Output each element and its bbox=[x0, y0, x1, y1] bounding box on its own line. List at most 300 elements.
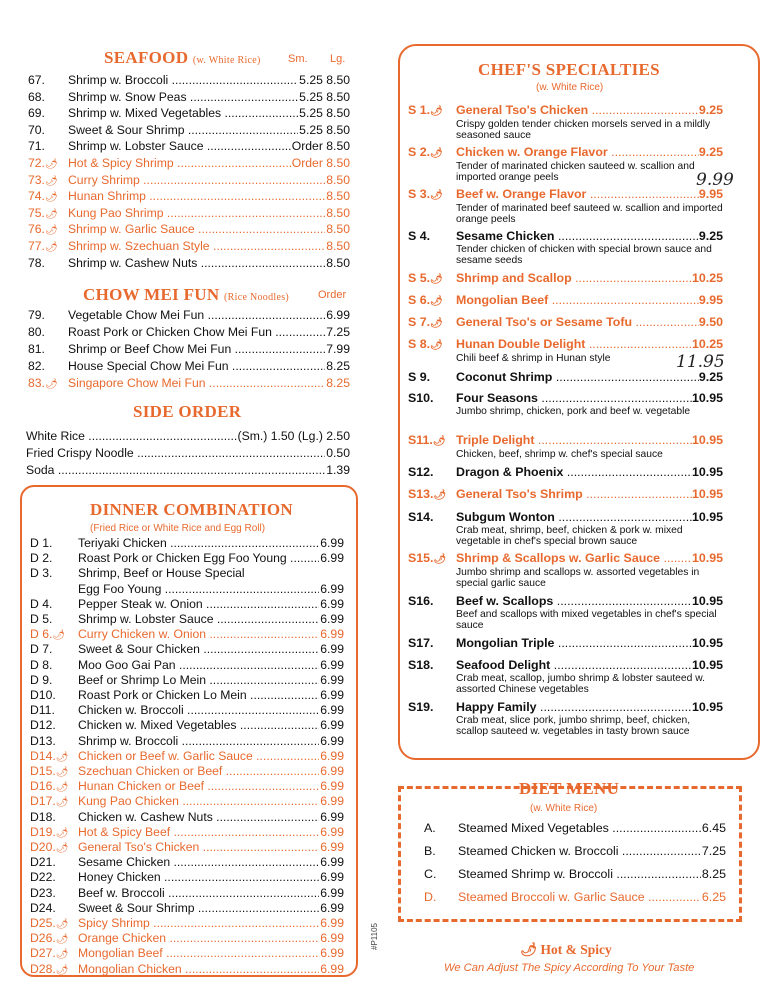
chef-item-line bbox=[408, 103, 723, 119]
chow-mei-fun-item-row bbox=[28, 342, 350, 356]
dinner-item-row bbox=[30, 794, 344, 810]
chef-item bbox=[408, 594, 723, 631]
chef-item-name: Beef w. Scallops ..... bbox=[456, 594, 692, 609]
dinner-item-price: 6.99 bbox=[320, 809, 344, 824]
chef-item bbox=[408, 370, 723, 385]
chef-item-description: Crab meat, slice pork, jumbo shrimp, beef, chicken, scallop sauteed w. vegetables in tasty brown sauce bbox=[456, 715, 691, 737]
print-code: #P1105 bbox=[370, 923, 379, 950]
dinner-item-price: 6.99 bbox=[320, 900, 344, 915]
chef-item-name: Mongolian Beef ..... bbox=[456, 293, 699, 309]
seafood-item-row bbox=[28, 256, 350, 270]
dinner-item-name: Chicken or Beef w. Garlic Sauce ..... bbox=[78, 749, 319, 765]
dinner-item-row bbox=[30, 962, 344, 978]
dinner-item-name: Kung Pao Chicken ..... bbox=[78, 794, 319, 810]
dinner-item-number: D26.🌶︎ bbox=[30, 931, 69, 946]
dinner-item-row bbox=[30, 779, 344, 795]
seafood-item-price: 8.50 bbox=[326, 172, 350, 187]
chef-item-price: 9.25 bbox=[698, 103, 723, 117]
dinner-item-row bbox=[30, 931, 344, 947]
side-order-title: SIDE ORDER bbox=[133, 402, 242, 421]
chef-item-number: S 2.🌶︎ bbox=[408, 145, 443, 159]
chef-item-price: 10.95 bbox=[691, 700, 723, 714]
dinner-item-row bbox=[30, 627, 344, 643]
pepper-icon: 🌶︎ bbox=[55, 843, 69, 854]
chef-item-name: Shrimp and Scallop ..... bbox=[456, 271, 692, 287]
dinner-item-price: 6.99 bbox=[320, 596, 344, 611]
dinner-item-number: D 7. bbox=[30, 642, 53, 657]
dinner-item-price: 6.99 bbox=[320, 688, 344, 702]
diet-item-price: 7.25 bbox=[701, 844, 726, 858]
seafood-item-row bbox=[28, 189, 350, 205]
seafood-item-price: Order 8.50 bbox=[291, 139, 350, 154]
seafood-item-row bbox=[28, 123, 350, 137]
chef-item-number: S11.🌶︎ bbox=[408, 433, 446, 447]
chef-item-number: S 6.🌶︎ bbox=[408, 293, 443, 307]
chef-item-price: 10.95 bbox=[691, 551, 723, 565]
dinner-item-number: D10. bbox=[30, 688, 56, 702]
dinner-item-name: Honey Chicken ..... bbox=[78, 870, 319, 884]
diet-item-number: C. bbox=[424, 867, 437, 881]
seafood-item-row bbox=[28, 139, 350, 153]
dinner-item-price: 6.99 bbox=[320, 916, 344, 930]
dinner-item-name: Curry Chicken w. Onion ..... bbox=[78, 627, 319, 643]
dinner-item-name: Moo Goo Gai Pan ..... bbox=[78, 658, 319, 672]
seafood-item-name: Shrimp w. Mixed Vegetables ..... bbox=[68, 106, 298, 120]
chef-item-description: Crispy golden tender chicken morsels served in a mildly seasoned sauce bbox=[456, 119, 711, 141]
dinner-item-row bbox=[30, 870, 344, 884]
dinner-item-price: 6.99 bbox=[320, 551, 344, 566]
seafood-item-price: 8.50 bbox=[326, 239, 350, 253]
chef-item-price: 10.95 bbox=[691, 594, 723, 608]
seafood-item-name: Hot & Spicy Shrimp ..... bbox=[68, 156, 291, 172]
dinner-item-row bbox=[30, 658, 344, 672]
dinner-item-name: Teriyaki Chicken ..... bbox=[78, 536, 319, 550]
dinner-item-price: 6.99 bbox=[320, 703, 344, 718]
dinner-item-price: 6.99 bbox=[320, 946, 344, 961]
dinner-combination-subtitle: (Fried Rice or White Rice and Egg Roll) bbox=[90, 523, 266, 534]
chef-item-name: Happy Family ..... bbox=[456, 700, 692, 715]
dinner-item-number: D19.🌶︎ bbox=[30, 824, 69, 839]
dinner-item-number: D20.🌶︎ bbox=[30, 840, 69, 854]
diet-item-row bbox=[424, 844, 726, 858]
dinner-item-row bbox=[30, 886, 344, 900]
chow-mei-fun-item-price: 8.25 bbox=[326, 376, 350, 390]
seafood-item-row bbox=[28, 106, 350, 120]
dinner-item-number: D 5. bbox=[30, 612, 53, 626]
seafood-item-name: Shrimp w. Lobster Sauce ..... bbox=[68, 139, 291, 153]
chef-item-name: Four Seasons ..... bbox=[456, 391, 692, 406]
dinner-item-row bbox=[30, 612, 344, 626]
chef-item-line bbox=[408, 187, 723, 203]
side-order-name: White Rice ..... bbox=[26, 429, 237, 443]
chef-item-line bbox=[408, 700, 723, 715]
seafood-item-name: Hunan Shrimp ..... bbox=[68, 189, 325, 205]
dinner-item-row bbox=[30, 946, 344, 962]
seafood-item-row bbox=[28, 173, 350, 189]
diet-item-name: Steamed Broccoli w. Garlic Sauce ..... bbox=[458, 890, 701, 904]
chow-mei-fun-item-row bbox=[28, 308, 350, 322]
seafood-col-lg: Lg. bbox=[330, 53, 346, 65]
seafood-item-number: 74.🌶︎ bbox=[28, 189, 58, 204]
chow-mei-fun-item-number: 79. bbox=[28, 308, 45, 322]
seafood-item-name: Shrimp w. Broccoli ..... bbox=[68, 73, 298, 87]
chef-item-price: 10.95 bbox=[691, 391, 723, 405]
pepper-icon: 🌶︎ bbox=[44, 175, 58, 187]
chef-item bbox=[408, 636, 723, 651]
seafood-item-number: 75.🌶︎ bbox=[28, 205, 58, 220]
dinner-item-row bbox=[30, 642, 344, 656]
chef-item-number: S 4. bbox=[408, 229, 431, 243]
chow-mei-fun-item-price: 7.99 bbox=[326, 342, 350, 356]
pepper-icon: 🌶︎ bbox=[55, 949, 69, 961]
seafood-item-number: 67. bbox=[28, 73, 45, 87]
chef-item-description: Tender chicken of chicken with special brown sauce and sesame seeds bbox=[456, 244, 712, 266]
chef-item-number: S 9. bbox=[408, 370, 431, 384]
chef-item-line bbox=[408, 433, 723, 449]
dinner-item-row bbox=[30, 855, 344, 869]
chef-item-description: Chili beef & shrimp in Hunan style bbox=[456, 353, 611, 364]
dinner-item-name: Sesame Chicken ..... bbox=[78, 855, 319, 869]
pepper-icon: 🌶︎ bbox=[44, 242, 58, 253]
pepper-icon: 🌶︎ bbox=[52, 630, 66, 642]
seafood-col-sm: Sm. bbox=[288, 53, 308, 65]
chef-item bbox=[408, 229, 723, 266]
dinner-item-row bbox=[30, 673, 344, 687]
side-order-price: 1.39 bbox=[326, 463, 350, 477]
side-order-row bbox=[26, 429, 350, 443]
seafood-item-number: 68. bbox=[28, 89, 45, 104]
chef-item bbox=[408, 433, 723, 460]
seafood-item-price: 8.50 bbox=[326, 205, 350, 220]
dinner-item-name: Sweet & Sour Shrimp ..... bbox=[78, 901, 319, 915]
chef-item-description: Jumbo shrimp, chicken, pork and beef w. vegetable bbox=[456, 406, 691, 417]
chef-item bbox=[408, 658, 723, 695]
chef-item-line bbox=[408, 337, 723, 353]
chef-item-name: Seafood Delight ..... bbox=[456, 658, 692, 673]
pepper-icon: 🌶︎ bbox=[55, 767, 69, 778]
dinner-item-name: Mongolian Beef ..... bbox=[78, 946, 319, 962]
diet-item-number: B. bbox=[424, 844, 436, 858]
seafood-item-name: Curry Shrimp ..... bbox=[68, 173, 325, 189]
dinner-item-price: 6.99 bbox=[320, 642, 344, 657]
dinner-item-price: 6.99 bbox=[320, 885, 344, 900]
dinner-item-price: 6.99 bbox=[320, 733, 344, 748]
chef-item-number: S 1.🌶︎ bbox=[408, 103, 443, 117]
chef-item-price: 9.95 bbox=[698, 293, 723, 307]
chef-item-price: 9.50 bbox=[698, 315, 723, 329]
chef-item-line bbox=[408, 229, 723, 244]
chef-item-description: Chicken, beef, shrimp w. chef's special sauce bbox=[456, 449, 663, 460]
dinner-item-price: 6.99 bbox=[320, 748, 344, 763]
pepper-icon: 🌶︎ bbox=[430, 274, 443, 285]
dinner-item-number: D13. bbox=[30, 733, 56, 748]
side-order-price: 0.50 bbox=[326, 446, 350, 460]
chow-mei-fun-item-row bbox=[28, 359, 350, 373]
dinner-item-row bbox=[30, 718, 344, 732]
diet-item-row bbox=[424, 821, 726, 835]
dinner-item-row bbox=[30, 749, 344, 765]
seafood-item-name: Shrimp w. Snow Peas ..... bbox=[68, 90, 298, 104]
dinner-combination-title: DINNER COMBINATION bbox=[90, 500, 293, 519]
dinner-item-number: D28.🌶︎ bbox=[30, 961, 69, 976]
chef-item bbox=[408, 145, 723, 183]
dinner-item-name: Mongolian Chicken ..... bbox=[78, 962, 319, 978]
chef-item bbox=[408, 700, 723, 737]
pepper-icon: 🌶︎ bbox=[433, 490, 447, 501]
chef-item-description: Tender of marinated chicken sauteed w. scallion and imported orange peels bbox=[456, 161, 695, 183]
pepper-icon: 🌶︎ bbox=[430, 340, 443, 351]
chef-item-name: Dragon & Phoenix ..... bbox=[456, 465, 692, 480]
chef-item-line bbox=[408, 293, 723, 309]
dinner-item-number: D14.🌶︎ bbox=[30, 748, 69, 763]
chef-item-line bbox=[408, 636, 723, 651]
chow-mei-fun-item-name: Vegetable Chow Mei Fun ..... bbox=[68, 308, 325, 322]
dinner-item-price: 6.99 bbox=[320, 779, 344, 794]
dinner-item-price: 6.99 bbox=[320, 657, 344, 672]
dinner-item-price bbox=[343, 566, 344, 580]
seafood-item-price: 8.50 bbox=[326, 255, 350, 270]
chef-item-line bbox=[408, 551, 723, 567]
dinner-item-number: D21. bbox=[30, 855, 56, 870]
chow-mei-fun-item-row bbox=[28, 376, 350, 392]
chef-item-number: S13.🌶︎ bbox=[408, 487, 447, 501]
chef-item-number: S12. bbox=[408, 465, 434, 479]
chef-item-number: S16. bbox=[408, 594, 434, 608]
pepper-icon: 🌶︎ bbox=[55, 964, 69, 976]
pepper-icon: 🌶︎ bbox=[44, 159, 58, 170]
chef-item-description: Jumbo shrimp and scallops w. assorted vegetables in special garlic sauce bbox=[456, 567, 700, 589]
pepper-icon: 🌶︎ bbox=[44, 192, 58, 204]
pepper-icon: 🌶︎ bbox=[430, 106, 443, 117]
chef-item-number: S15.🌶︎ bbox=[408, 551, 447, 565]
chef-item-name: Beef w. Orange Flavor ..... bbox=[456, 187, 699, 203]
chef-item-price: 10.95 bbox=[691, 487, 723, 501]
chow-mei-fun-title: CHOW MEI FUN (Rice Noodles) bbox=[83, 285, 290, 304]
dinner-item-price: 6.99 bbox=[320, 672, 344, 687]
chow-mei-fun-item-name: Roast Pork or Chicken Chow Mei Fun ..... bbox=[68, 325, 325, 339]
chef-item-number: S 5.🌶︎ bbox=[408, 271, 443, 285]
chefs-specialties-title: CHEF'S SPECIALTIES bbox=[478, 60, 660, 79]
seafood-item-row bbox=[28, 156, 350, 172]
chef-item-line bbox=[408, 391, 723, 406]
diet-item-name: Steamed Chicken w. Broccoli ..... bbox=[458, 844, 701, 858]
chow-mei-fun-item-name: Shrimp or Beef Chow Mei Fun ..... bbox=[68, 342, 325, 356]
dinner-item-price: 6.99 bbox=[320, 718, 344, 733]
seafood-item-price: 5.25 8.50 bbox=[299, 122, 350, 137]
dinner-item-row bbox=[30, 901, 344, 915]
dinner-item-row bbox=[30, 810, 344, 824]
seafood-item-price: 5.25 8.50 bbox=[299, 73, 350, 87]
chef-item bbox=[408, 487, 723, 503]
side-order-price: (Sm.) 1.50 (Lg.) 2.50 bbox=[237, 429, 350, 443]
chef-item-name: General Tso's Shrimp ..... bbox=[456, 487, 692, 503]
dinner-item-number: D16.🌶︎ bbox=[30, 779, 69, 794]
dinner-item-name: Roast Pork or Chicken Lo Mein ..... bbox=[78, 688, 319, 702]
diet-item-number: A. bbox=[424, 821, 436, 835]
seafood-item-row bbox=[28, 73, 350, 87]
dinner-item-name: Sweet & Sour Chicken ..... bbox=[78, 642, 319, 656]
diet-item-number: D. bbox=[424, 890, 437, 904]
dinner-item-number: D 8. bbox=[30, 657, 53, 672]
seafood-item-number: 77.🌶︎ bbox=[28, 239, 58, 253]
pepper-icon: 🌶︎ bbox=[55, 782, 69, 794]
dinner-item-row bbox=[30, 764, 344, 780]
pepper-icon: 🌶︎ bbox=[55, 919, 69, 930]
diet-item-name: Steamed Shrimp w. Broccoli ..... bbox=[458, 867, 701, 881]
dinner-item-row bbox=[30, 597, 344, 611]
seafood-item-price: 5.25 8.50 bbox=[299, 89, 350, 104]
chef-item-price: 10.95 bbox=[691, 465, 723, 479]
dinner-item-row bbox=[30, 688, 344, 702]
diet-item-name: Steamed Mixed Vegetables ..... bbox=[458, 821, 701, 835]
chow-mei-fun-item-name: House Special Chow Mei Fun ..... bbox=[68, 359, 325, 373]
dinner-item-number bbox=[30, 582, 78, 596]
dinner-item-row bbox=[30, 566, 344, 580]
side-order-row bbox=[26, 446, 350, 460]
chow-mei-fun-item-number: 80. bbox=[28, 325, 45, 339]
chef-item-description: Beef and scallops with mixed vegetables in chef's special sauce bbox=[456, 609, 717, 631]
chef-item-number: S 8.🌶︎ bbox=[408, 337, 443, 351]
pepper-icon: 🌶︎ bbox=[520, 942, 538, 957]
chef-item-line bbox=[408, 315, 723, 331]
dinner-item-name: Shrimp, Beef or House Special bbox=[78, 566, 245, 581]
chow-mei-fun-item-number: 81. bbox=[28, 342, 45, 356]
pepper-icon: 🌶︎ bbox=[55, 934, 69, 946]
pepper-icon: 🌶︎ bbox=[44, 225, 58, 237]
pepper-icon: 🌶︎ bbox=[55, 751, 69, 763]
seafood-item-price: Order 8.50 bbox=[291, 156, 350, 170]
dinner-item-row bbox=[30, 551, 344, 565]
chef-item-line bbox=[408, 594, 723, 609]
pepper-icon: 🌶︎ bbox=[430, 318, 443, 329]
pepper-icon: 🌶︎ bbox=[430, 148, 443, 159]
chef-item-price: 9.95 bbox=[698, 187, 723, 201]
chef-item bbox=[408, 271, 723, 287]
seafood-item-price: 8.50 bbox=[326, 222, 350, 237]
handwritten-price-s9: 11.95 bbox=[676, 352, 725, 372]
handwritten-price-s3: 9.99 bbox=[696, 170, 734, 190]
chef-item-line bbox=[408, 487, 723, 503]
dinner-item-name: Orange Chicken ..... bbox=[78, 931, 319, 947]
chef-item-price: 10.95 bbox=[691, 510, 723, 524]
chef-item-name: Sesame Chicken ..... bbox=[456, 229, 699, 244]
dinner-item-number: D12. bbox=[30, 718, 56, 733]
dinner-item-row bbox=[30, 703, 344, 717]
chef-item-price: 10.25 bbox=[691, 271, 723, 285]
chef-item-number: S10. bbox=[408, 391, 434, 405]
seafood-item-name: Shrimp w. Cashew Nuts ..... bbox=[68, 256, 325, 270]
dinner-item-price: 6.99 bbox=[320, 931, 344, 946]
chef-item-line bbox=[408, 145, 723, 161]
chef-item-line bbox=[408, 370, 723, 385]
seafood-item-row bbox=[28, 90, 350, 104]
dinner-item-number: D18. bbox=[30, 809, 56, 824]
dinner-item-price: 6.99 bbox=[320, 612, 344, 626]
chef-item bbox=[408, 103, 723, 141]
dinner-item-name: Spicy Shrimp ..... bbox=[78, 916, 319, 932]
chow-mei-fun-item-name: Singapore Chow Mei Fun ..... bbox=[68, 376, 325, 392]
dinner-item-number: D 1. bbox=[30, 536, 53, 550]
chef-item-price: 10.95 bbox=[691, 658, 723, 672]
seafood-item-number: 72.🌶︎ bbox=[28, 156, 58, 170]
dinner-item-name: Chicken w. Cashew Nuts ..... bbox=[78, 810, 319, 824]
seafood-item-number: 71. bbox=[28, 139, 45, 154]
pepper-icon: 🌶︎ bbox=[55, 797, 69, 809]
dinner-item-row bbox=[30, 916, 344, 932]
chef-item-price: 10.25 bbox=[691, 337, 723, 351]
chef-item-name: Triple Delight ..... bbox=[456, 433, 692, 449]
chef-item bbox=[408, 293, 723, 309]
chef-item-name: Mongolian Triple ..... bbox=[456, 636, 692, 651]
dinner-item-row bbox=[30, 825, 344, 841]
dinner-item-number: D 6.🌶︎ bbox=[30, 627, 66, 642]
diet-item-row bbox=[424, 890, 726, 904]
diet-menu-title: DIET MENU bbox=[519, 779, 620, 798]
chef-item-name: Shrimp & Scallops w. Garlic Sauce ..... bbox=[456, 551, 692, 567]
chow-mei-fun-col: Order bbox=[318, 289, 347, 301]
pepper-icon: 🌶︎ bbox=[430, 296, 443, 307]
dinner-item-number: D 4. bbox=[30, 596, 53, 611]
dinner-item-number: D11. bbox=[30, 703, 55, 718]
chef-item-description: Crab meat, shrimp, beef, chicken & pork w. mixed vegetable in chef's special brown sauce bbox=[456, 525, 683, 547]
dinner-item-row bbox=[30, 734, 344, 748]
seafood-item-number: 69. bbox=[28, 106, 45, 121]
dinner-item-row bbox=[30, 840, 344, 856]
dinner-item-number: D22. bbox=[30, 870, 56, 885]
dinner-item-number: D24. bbox=[30, 900, 56, 915]
seafood-item-price: 8.50 bbox=[326, 189, 350, 204]
side-order-name: Soda ..... bbox=[26, 463, 325, 477]
chef-item bbox=[408, 551, 723, 589]
dinner-item-price: 6.99 bbox=[320, 840, 344, 854]
chow-mei-fun-item-number: 82. bbox=[28, 359, 45, 373]
chef-item-description: Crab meat, scallop, jumbo shrimp & lobster sauteed w. assorted Chinese vegetables bbox=[456, 673, 705, 695]
dinner-item-number: D 2. bbox=[30, 551, 53, 566]
chef-item-price: 10.95 bbox=[691, 433, 723, 447]
dinner-item-name: Shrimp w. Lobster Sauce ..... bbox=[78, 612, 319, 626]
dinner-item-price: 6.99 bbox=[320, 794, 344, 809]
pepper-icon: 🌶︎ bbox=[44, 379, 58, 390]
diet-menu-subtitle: (w. White Rice) bbox=[530, 803, 598, 814]
dinner-item-price: 6.99 bbox=[320, 824, 344, 839]
seafood-item-name: Sweet & Sour Shrimp ..... bbox=[68, 123, 298, 137]
diet-item-price: 6.45 bbox=[701, 821, 726, 835]
dinner-item-name: Szechuan Chicken or Beef ..... bbox=[78, 764, 319, 780]
side-order-name: Fried Crispy Noodle ..... bbox=[26, 446, 325, 460]
chow-mei-fun-item-row bbox=[28, 325, 350, 339]
dinner-item-name: Roast Pork or Chicken Egg Foo Young ..... bbox=[78, 551, 319, 565]
chef-item-name: Coconut Shrimp ..... bbox=[456, 370, 699, 385]
dinner-item-number: D 3. bbox=[30, 566, 53, 581]
dinner-item-price: 6.99 bbox=[320, 961, 344, 976]
chow-mei-fun-item-price: 8.25 bbox=[326, 359, 350, 373]
chef-item-name: General Tso's Chicken ..... bbox=[456, 103, 699, 119]
seafood-item-row bbox=[28, 206, 350, 222]
pepper-icon: 🌶︎ bbox=[433, 554, 447, 565]
chefs-specialties-subtitle: (w. White Rice) bbox=[536, 82, 604, 93]
dinner-item-name: Beef or Shrimp Lo Mein ..... bbox=[78, 673, 319, 687]
dinner-item-name: Pepper Steak w. Onion ..... bbox=[78, 597, 319, 611]
dinner-item-name: Egg Foo Young ..... bbox=[78, 582, 319, 596]
chow-mei-fun-item-price: 6.99 bbox=[326, 308, 350, 322]
chef-item-price: 9.25 bbox=[698, 145, 723, 159]
chef-item-line bbox=[408, 658, 723, 673]
dinner-item-name: Shrimp w. Broccoli ..... bbox=[78, 734, 319, 748]
seafood-item-number: 70. bbox=[28, 122, 45, 137]
dinner-item-number: D15.🌶︎ bbox=[30, 764, 69, 778]
chef-item-price: 9.25 bbox=[698, 370, 723, 384]
dinner-item-number: D23. bbox=[30, 885, 56, 900]
